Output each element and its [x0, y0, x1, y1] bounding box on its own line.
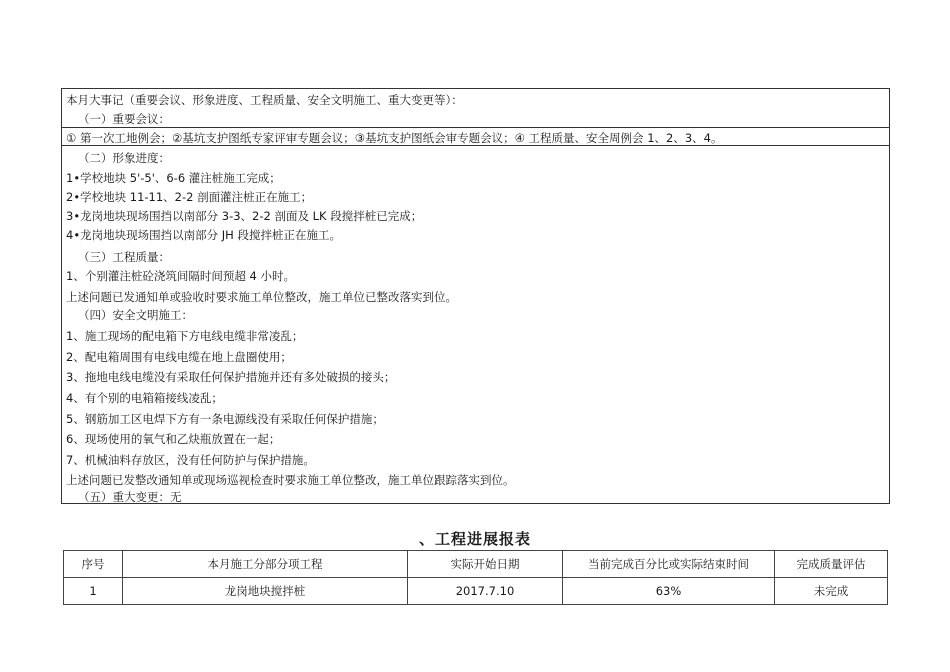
changes-title: （五）重大变更：无: [78, 490, 182, 504]
progress-item: 1•学校地块 5'-5'、6-6 灌注桩施工完成；: [66, 171, 281, 185]
table-row: [64, 578, 888, 605]
safety-item: 6、现场使用的氧气和乙炔瓶放置在一起；: [66, 432, 281, 446]
meetings-content: ① 第一次工地例会；②基坑支护图纸专家评审专题会议；③基坑支护图纸会审专题会议；④ 工程质量、安全周例会 1、2、3、4。: [66, 131, 723, 145]
safety-item: 3、拖地电线电缆没有采取任何保护措施并还有多处破损的接头；: [66, 370, 396, 384]
table-cell: 龙岗地块搅拌桩: [123, 578, 408, 605]
progress-title: （二）形象进度：: [78, 151, 170, 165]
safety-item: 上述问题已发整改通知单或现场巡视检查时要求施工单位整改，施工单位跟踪落实到位。: [66, 473, 515, 487]
table-cell: 63%: [563, 578, 775, 605]
table-cell: 2017.7.10: [408, 578, 563, 605]
safety-title: （四）安全文明施工：: [78, 308, 193, 322]
safety-item: 1、施工现场的配电箱下方电线电缆非常凌乱；: [66, 329, 304, 343]
safety-item: 7、机械油料存放区，没有任何防护与保护措施。: [66, 453, 315, 467]
monthly-events-box: [61, 88, 890, 504]
events-heading: 本月大事记（重要会议、形象进度、工程质量、安全文明施工、重大变更等）：: [66, 93, 463, 107]
table-cell: 1: [64, 578, 123, 605]
header-cell: 序号: [64, 551, 123, 578]
quality-item: 1、个别灌注桩砼浇筑间隔时间预超 4 小时。: [66, 269, 295, 283]
progress-report-title: 、工程进展报表: [418, 530, 531, 548]
safety-item: 2、配电箱周围有电线电缆在地上盘圈使用；: [66, 350, 292, 364]
header-cell: 本月施工分部分项工程: [123, 551, 408, 578]
progress-item: 4•龙岗地块现场围挡以南部分 JH 段搅拌桩正在施工。: [66, 228, 341, 242]
progress-report-table: [63, 550, 888, 605]
quality-title: （三）工程质量：: [78, 250, 170, 264]
meetings-row: [62, 127, 889, 146]
progress-item: 2•学校地块 11-11、2-2 剖面灌注桩正在施工；: [66, 190, 313, 204]
progress-item: 3•龙岗地块现场围挡以南部分 3-3、2-2 剖面及 LK 段搅拌桩已完成；: [66, 209, 423, 223]
header-cell: 当前完成百分比或实际结束时间: [563, 551, 775, 578]
meetings-title: （一）重要会议：: [78, 112, 170, 126]
quality-item: 上述问题已发通知单或验收时要求施工单位整改，施工单位已整改落实到位。: [66, 290, 457, 304]
header-cell: 实际开始日期: [408, 551, 563, 578]
table-cell: 未完成: [775, 578, 888, 605]
table-header-row: [64, 551, 888, 578]
safety-item: 4、有个别的电箱箱接线凌乱；: [66, 391, 223, 405]
header-cell: 完成质量评估: [775, 551, 888, 578]
safety-item: 5、钢筋加工区电焊下方有一条电源线没有采取任何保护措施；: [66, 412, 384, 426]
